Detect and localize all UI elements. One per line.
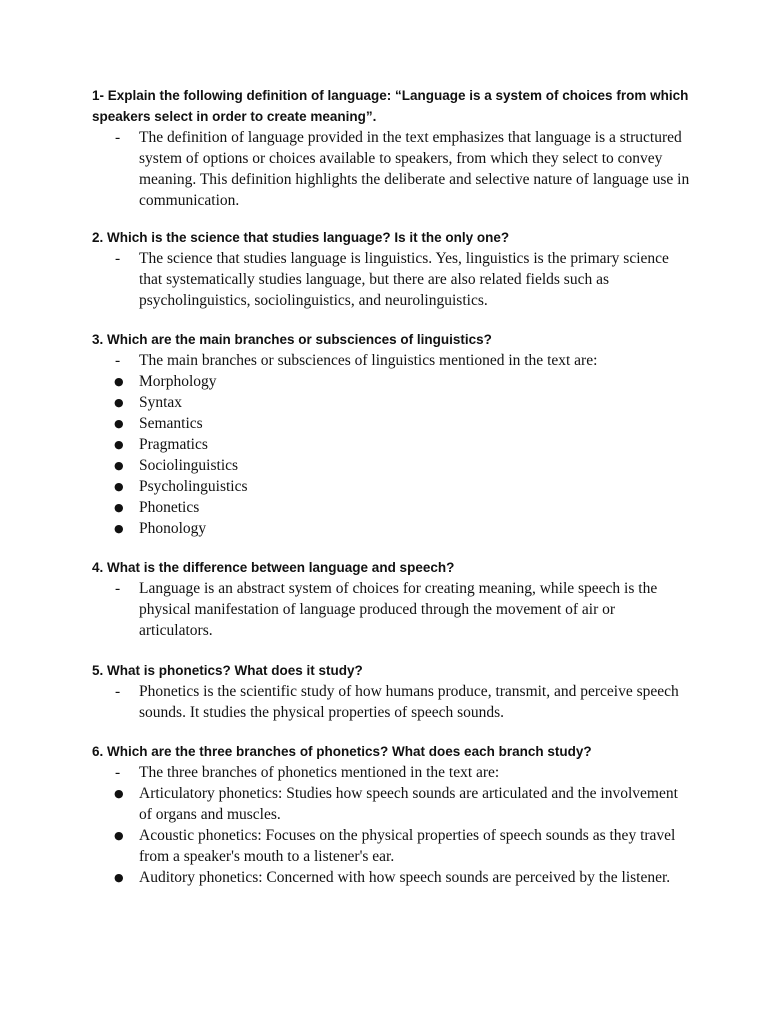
- bullet-icon: ●: [114, 459, 124, 472]
- item-text: Language is an abstract system of choices for creating meaning, while speech is the physical manifestation of language produced through the movement of air or articulators.: [139, 580, 658, 639]
- dash-icon: -: [115, 250, 121, 267]
- bullet-icon: ●: [114, 871, 124, 884]
- section-3: [92, 329, 692, 539]
- question-heading: 2. Which is the science that studies language? Is it the only one?: [92, 230, 510, 245]
- question-heading: 5. What is phonetics? What does it study?: [92, 663, 363, 678]
- bullet-icon: ●: [114, 480, 124, 493]
- item-text: Syntax: [139, 394, 183, 411]
- bullet-icon: ●: [114, 787, 124, 800]
- question-heading: 6. Which are the three branches of phonetics? What does each branch study?: [92, 744, 592, 759]
- bullet-icon: ●: [114, 417, 124, 430]
- answer-item: [92, 681, 692, 723]
- bullet-item: [92, 392, 692, 413]
- dash-icon: -: [115, 580, 121, 597]
- item-text: Phonetics is the scientific study of how humans produce, transmit, and perceive speech sounds. It studies the physical properties of speech sounds.: [139, 683, 679, 721]
- item-text: The three branches of phonetics mentioned in the text are:: [139, 764, 500, 781]
- item-text: The definition of language provided in the text emphasizes that language is a structured system of options or choices available to speakers, from which they select to convey meaning. This definition highlights the deliberate and selective nature of language use in communication.: [139, 129, 690, 209]
- bullet-icon: ●: [114, 375, 124, 388]
- bullet-icon: ●: [114, 438, 124, 451]
- item-text: Auditory phonetics: Concerned with how speech sounds are perceived by the listener.: [139, 869, 671, 886]
- dash-icon: -: [115, 129, 121, 146]
- dash-icon: -: [115, 764, 121, 781]
- bullet-item: [92, 867, 692, 888]
- section-5: [92, 660, 692, 723]
- item-text: Semantics: [139, 415, 203, 432]
- section-1: [92, 85, 692, 211]
- answer-item: [92, 762, 692, 783]
- bullet-item: [92, 497, 692, 518]
- bullet-icon: ●: [114, 501, 124, 514]
- section-6: [92, 741, 692, 888]
- bullet-item: [92, 434, 692, 455]
- item-text: Pragmatics: [139, 436, 208, 453]
- bullet-icon: ●: [114, 829, 124, 842]
- question-heading: 4. What is the difference between language and speech?: [92, 560, 455, 575]
- item-text: Phonology: [139, 520, 207, 537]
- bullet-item: [92, 518, 692, 539]
- item-text: Acoustic phonetics: Focuses on the physical properties of speech sounds as they travel from a speaker's mouth to a listener's ear.: [139, 827, 676, 865]
- item-text: The main branches or subsciences of linguistics mentioned in the text are:: [139, 352, 598, 369]
- bullet-item: [92, 413, 692, 434]
- bullet-item: [92, 783, 692, 825]
- bullet-item: [92, 825, 692, 867]
- answer-item: [92, 350, 692, 371]
- bullet-item: [92, 455, 692, 476]
- answer-item: [92, 578, 692, 641]
- item-text: Psycholinguistics: [139, 478, 248, 495]
- section-2: [92, 227, 692, 311]
- bullet-icon: ●: [114, 522, 124, 535]
- bullet-icon: ●: [114, 396, 124, 409]
- question-heading: 1- Explain the following definition of language: “Language is a system of choices from which speakers select in order to create meaning”.: [92, 88, 689, 124]
- answer-item: [92, 127, 692, 211]
- bullet-item: [92, 371, 692, 392]
- item-text: Phonetics: [139, 499, 200, 516]
- item-text: Morphology: [139, 373, 217, 390]
- answer-item: [92, 248, 692, 311]
- question-heading: 3. Which are the main branches or subsciences of linguistics?: [92, 332, 492, 347]
- bullet-item: [92, 476, 692, 497]
- section-4: [92, 557, 692, 641]
- dash-icon: -: [115, 683, 121, 700]
- item-text: Articulatory phonetics: Studies how speech sounds are articulated and the involvement of organs and muscles.: [139, 785, 678, 823]
- dash-icon: -: [115, 352, 121, 369]
- item-text: Sociolinguistics: [139, 457, 239, 474]
- item-text: The science that studies language is linguistics. Yes, linguistics is the primary science that systematically studies language, but there are also related fields such as psycholinguistics, sociolinguistics, and neurolinguistics.: [139, 250, 669, 309]
